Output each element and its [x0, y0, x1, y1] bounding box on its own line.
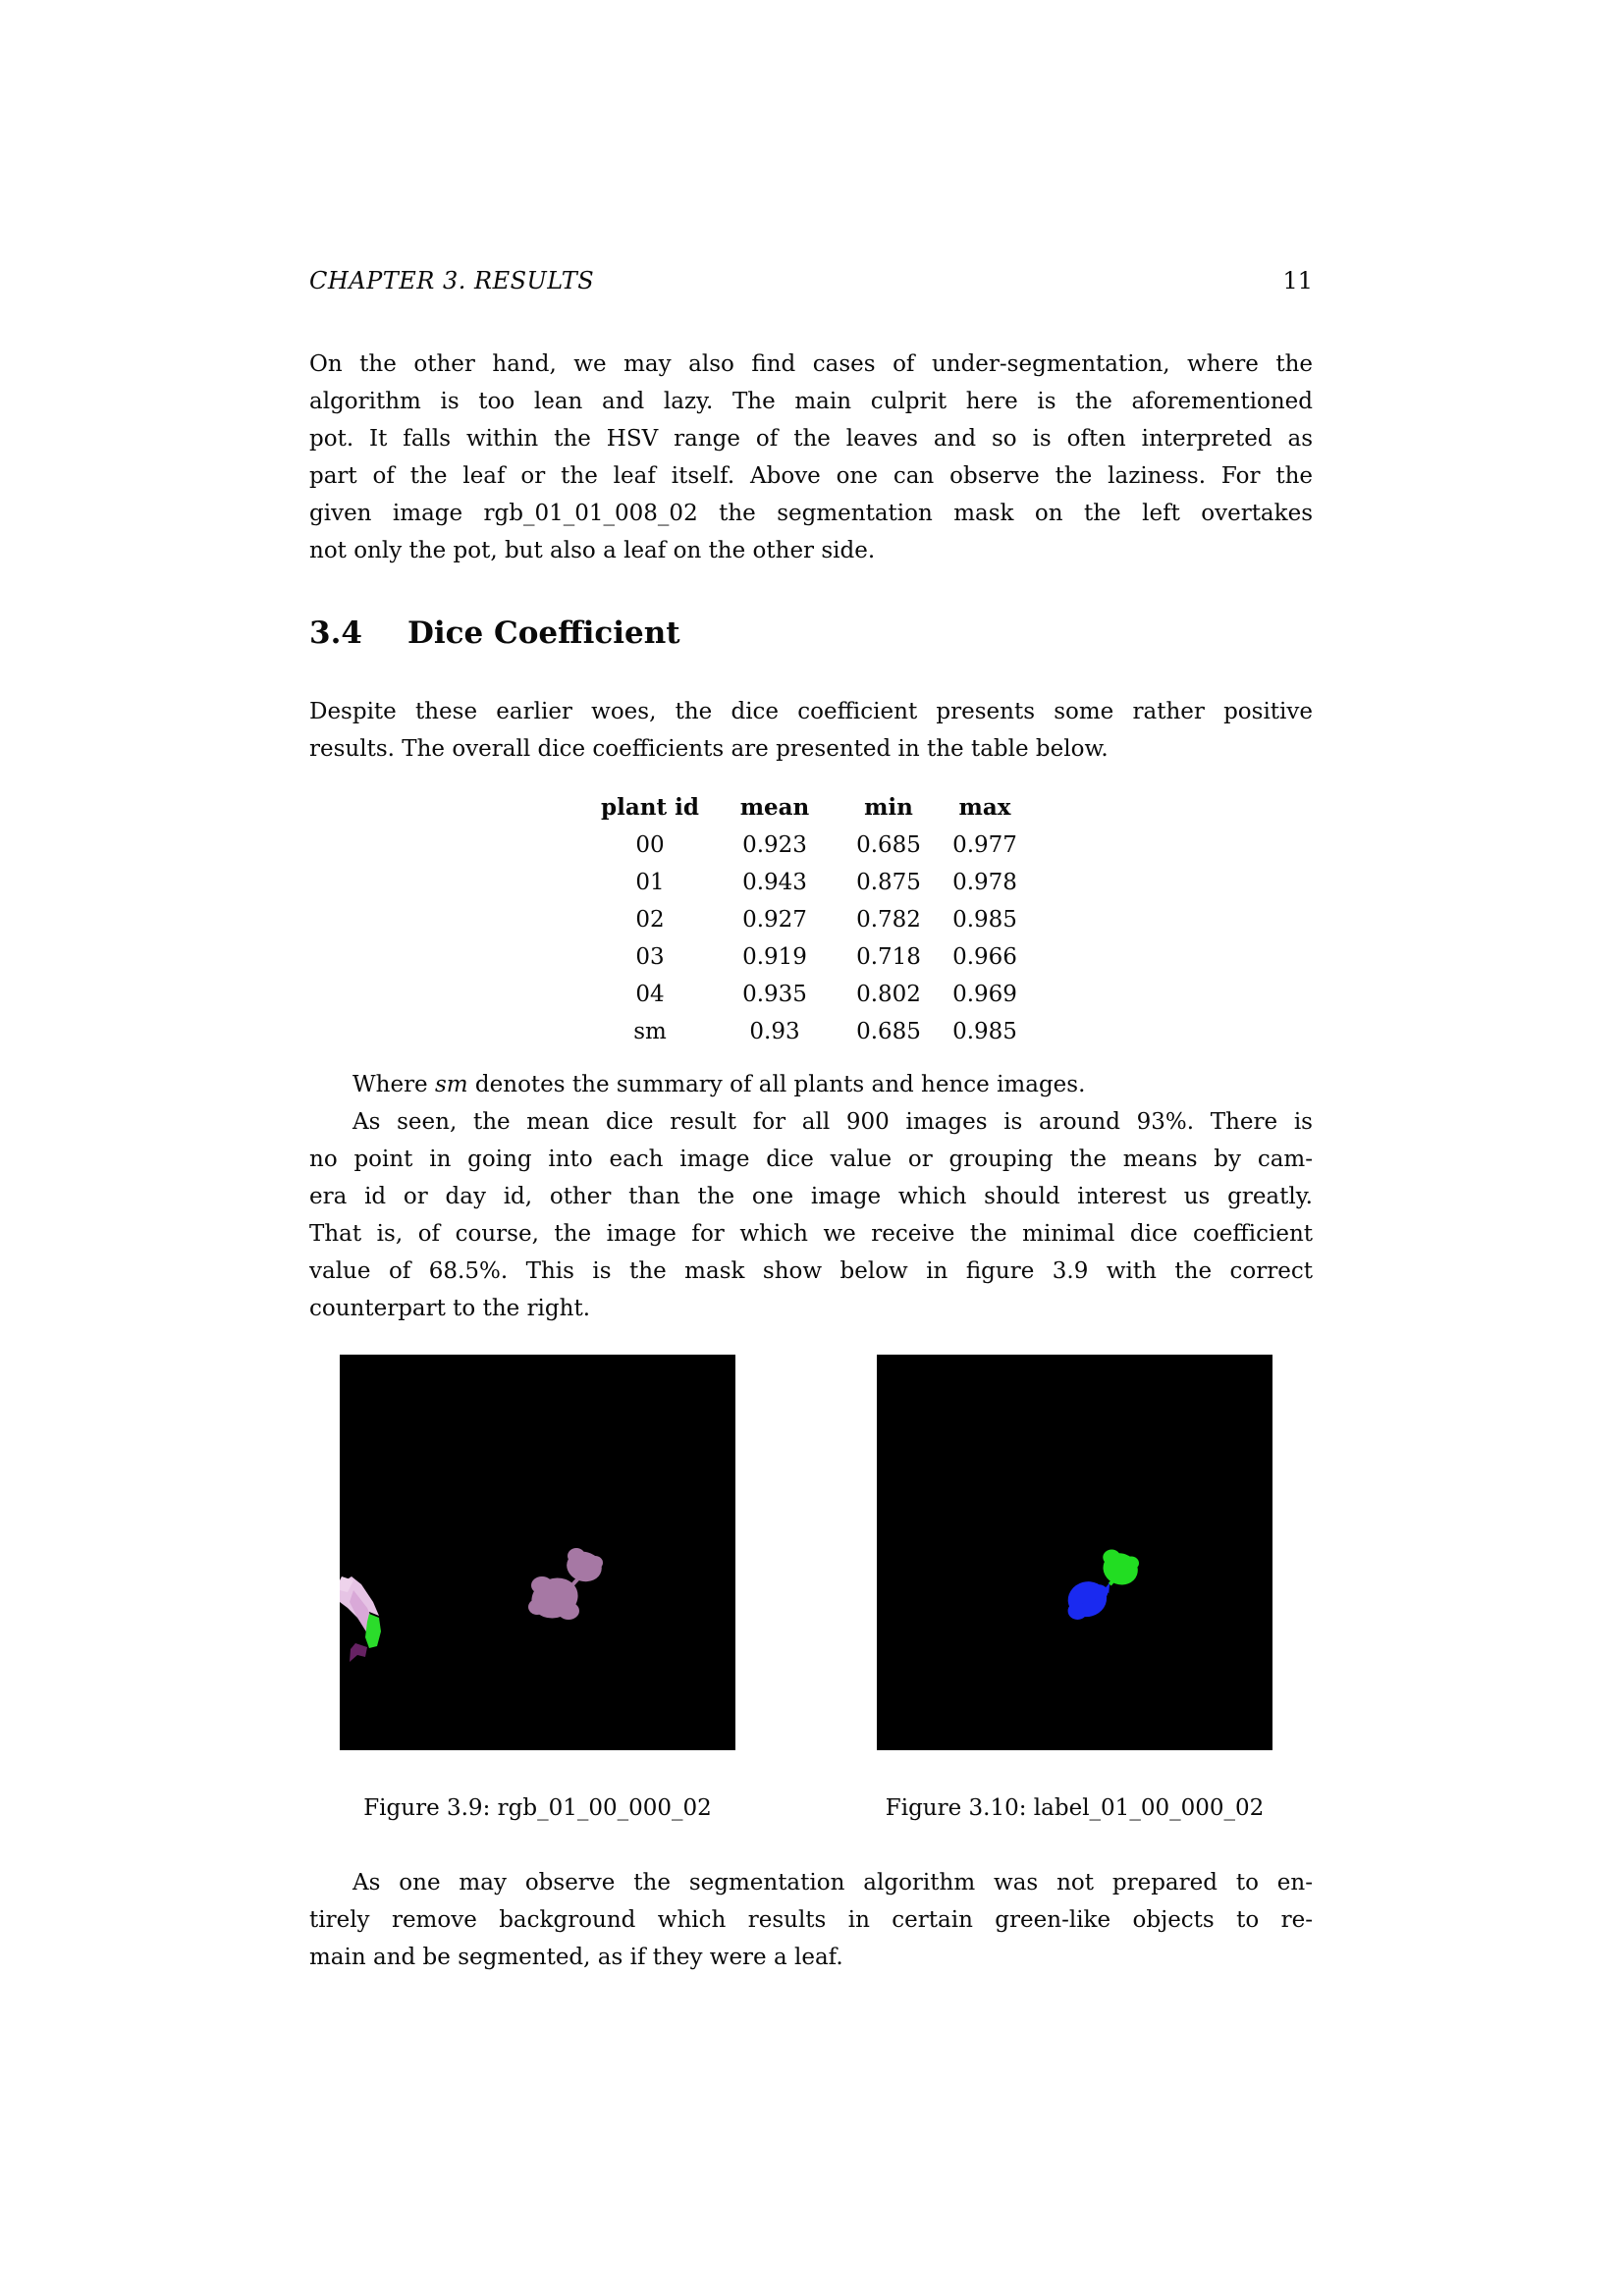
table-cell: 0.927	[742, 907, 807, 933]
text-line: part of the leaf or the leaf itself. Above one can observe the laziness. For the	[309, 463, 1313, 489]
text-line: On the other hand, we may also find cases of under-segmentation, where the	[309, 351, 1313, 377]
table-cell: 00	[635, 832, 665, 858]
figure-background	[340, 1355, 735, 1750]
table-row	[590, 1013, 1032, 1050]
paragraph-mean-dice	[309, 1103, 1313, 1327]
text-line: Where sm denotes the summary of all plants and hence images.	[352, 1072, 1086, 1097]
dice-coefficient-table	[590, 789, 1032, 1050]
paragraph-under-segmentation	[309, 346, 1313, 569]
section-number: 3.4	[309, 615, 362, 651]
text-line: pot. It falls within the HSV range of the leaves and so is often interpreted as	[309, 426, 1313, 452]
paragraph-conclusion	[309, 1864, 1313, 1976]
table-row	[590, 901, 1032, 938]
figure-background	[877, 1356, 1272, 1749]
text-line: counterpart to the right.	[309, 1296, 591, 1321]
table-cell: 01	[635, 870, 665, 895]
table-row	[590, 864, 1032, 901]
figures-row	[309, 1355, 1313, 1750]
text-column	[309, 267, 1313, 1976]
text-line: no point in going into each image dice value or grouping the means by cam-	[309, 1147, 1313, 1172]
table-cell: 0.935	[742, 982, 807, 1007]
table-cell: 0.919	[742, 944, 807, 970]
figure-3-10-caption: Figure 3.10: label_01_00_000_02	[885, 1795, 1265, 1821]
text-line: era id or day id, other than the one image which should interest us greatly.	[309, 1184, 1313, 1209]
text-line: given image rgb_01_01_008_02 the segmentation mask on the left overtakes	[309, 501, 1313, 526]
text-line: As one may observe the segmentation algorithm was not prepared to en-	[352, 1870, 1313, 1896]
paragraph-sm-note	[309, 1066, 1313, 1103]
figure-3-9-image	[340, 1355, 735, 1750]
table-cell: 0.977	[952, 832, 1017, 858]
figure-3-9-caption: Figure 3.9: rgb_01_00_000_02	[363, 1795, 712, 1821]
table-cell: 0.923	[742, 832, 807, 858]
table-body	[590, 827, 1032, 1050]
table-cell: 02	[635, 907, 665, 933]
chapter-header: CHAPTER 3. RESULTS	[309, 267, 595, 294]
text-line: main and be segmented, as if they were a leaf.	[309, 1945, 843, 1970]
captions-row	[309, 1789, 1313, 1827]
table-header	[590, 789, 1032, 827]
col-header-min: min	[864, 794, 913, 821]
table-row	[590, 827, 1032, 864]
table-cell: 0.685	[856, 832, 921, 858]
table-cell: 0.93	[749, 1019, 800, 1044]
table-cell: sm	[633, 1019, 667, 1044]
text-line: As seen, the mean dice result for all 900 images is around 93%. There is	[352, 1109, 1313, 1135]
table-cell: 0.875	[856, 870, 921, 895]
section-title: Dice Coefficient	[407, 615, 680, 651]
section-heading	[309, 611, 1313, 656]
label-mask-graphic	[877, 1355, 1272, 1750]
text-line: That is, of course, the image for which we receive the minimal dice coefficient	[309, 1221, 1313, 1247]
text-line: not only the pot, but also a leaf on the other side.	[309, 538, 876, 563]
col-header-mean: mean	[739, 794, 810, 821]
table-cell: 0.978	[952, 870, 1017, 895]
table-header-row	[590, 789, 1032, 827]
text-line: results. The overall dice coefficients are presented in the table below.	[309, 736, 1109, 762]
table-cell: 0.969	[952, 982, 1017, 1007]
table-cell: 03	[635, 944, 665, 970]
text-line: algorithm is too lean and lazy. The main culprit here is the aforementioned	[309, 389, 1313, 414]
table-cell: 0.966	[952, 944, 1017, 970]
table-cell: 0.782	[856, 907, 921, 933]
col-header-max: max	[958, 794, 1011, 821]
table-cell: 0.985	[952, 1019, 1017, 1044]
text-line: value of 68.5%. This is the mask show below in figure 3.9 with the correct	[309, 1258, 1313, 1284]
table-cell: 0.802	[856, 982, 921, 1007]
table-row	[590, 938, 1032, 976]
page-number: 11	[1282, 267, 1313, 294]
text-line: Despite these earlier woes, the dice coefficient presents some rather positive	[309, 699, 1313, 724]
figure-3-10-image	[877, 1355, 1272, 1750]
text-line: tirely remove background which results in certain green-like objects to re-	[309, 1907, 1313, 1933]
paragraph-dice-intro	[309, 693, 1313, 768]
col-header-plant-id: plant id	[601, 794, 699, 821]
table-row	[590, 976, 1032, 1013]
segmentation-mask-graphic	[340, 1355, 735, 1750]
running-header	[309, 267, 1313, 304]
table-cell: 0.943	[742, 870, 807, 895]
table-cell: 0.985	[952, 907, 1017, 933]
table-cell: 0.718	[856, 944, 921, 970]
table-cell: 0.685	[856, 1019, 921, 1044]
table-cell: 04	[635, 982, 665, 1007]
